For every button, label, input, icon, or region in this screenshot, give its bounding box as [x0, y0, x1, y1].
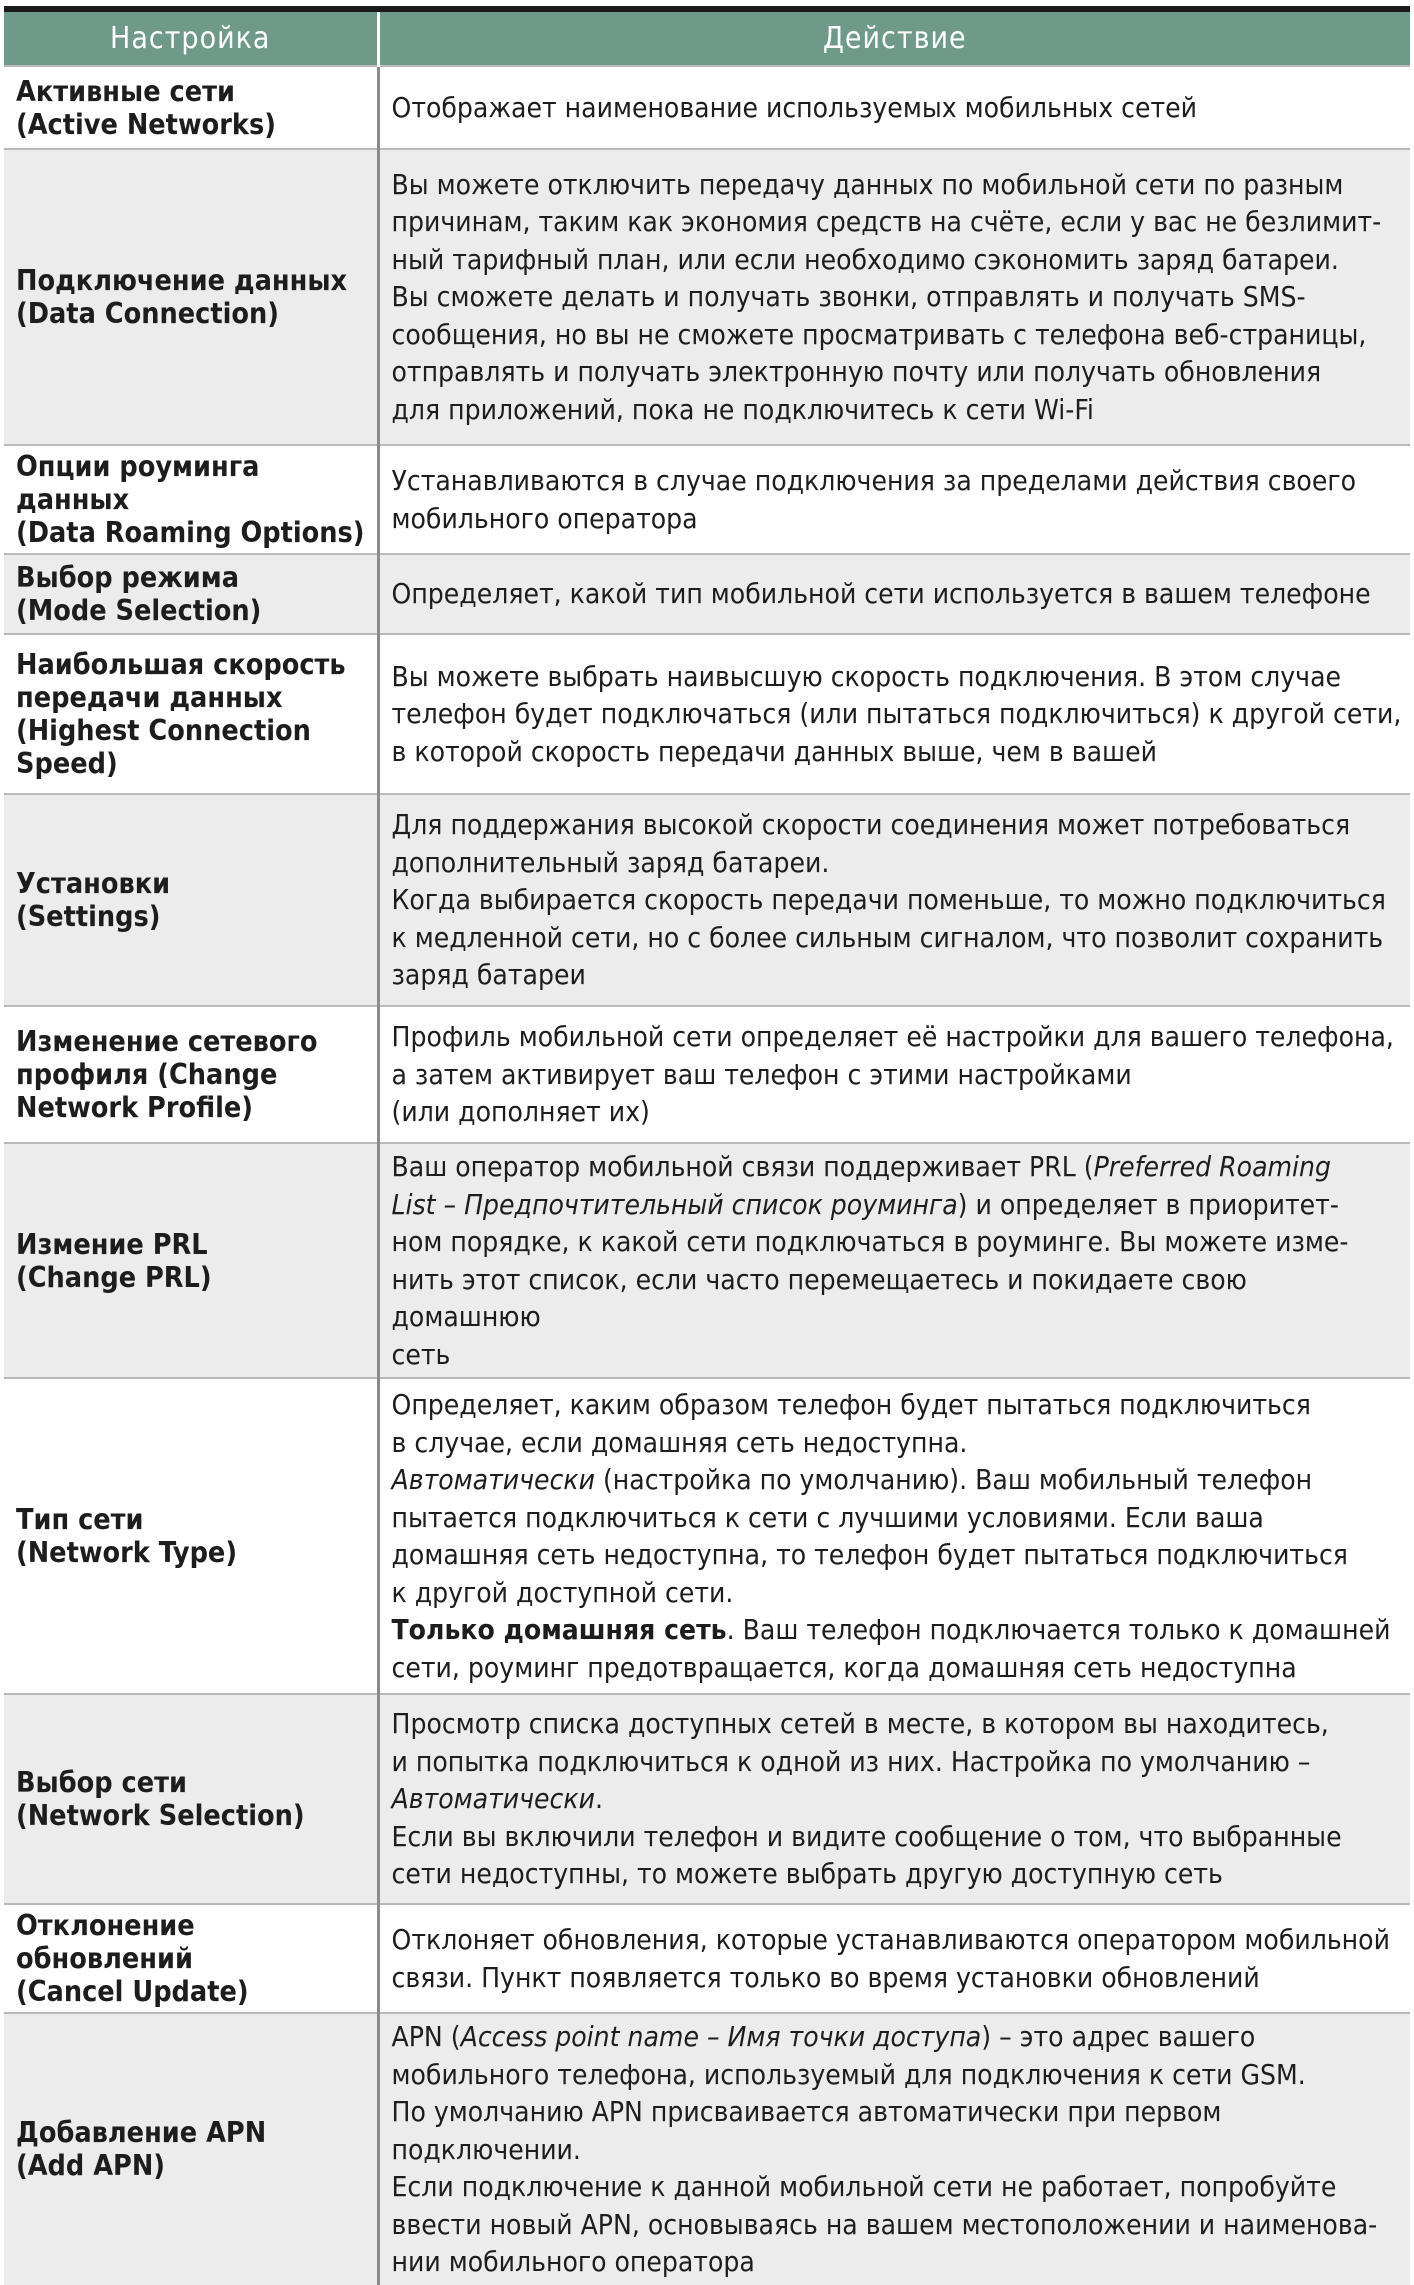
- setting-cell: Активные сети (Active Networks): [4, 66, 378, 149]
- action-cell: Вы можете отключить передачу данных по мобильной сети по разным причинам, таким как экономия средств на счёте, если у вас не безлимит- ный тарифный план, или если необходимо сэкономить заряд батареи. Вы сможете делать и получать звонки, отправлять и получать SMS- сообщения, но вы не сможете просматривать с телефона веб-страницы, отправлять и получать электронную почту или получать обновления для приложений, пока не подключитесь к сети Wi-Fi: [391, 167, 1382, 426]
- table-row: [4, 1904, 1410, 2013]
- table-row: [4, 2013, 1410, 2285]
- table-row: [4, 149, 1410, 445]
- setting-cell: Опции роуминга данных (Data Roaming Options): [4, 445, 378, 554]
- action-cell: Просмотр списка доступных сетей в месте, в котором вы находитесь, и попытка подключиться к одной из них. Настройка по умолчанию – Автоматически. Если вы включили телефон и видите сообщение о том, что выбранные сети недоступны, то можете выбрать другую доступную сеть: [391, 1707, 1342, 1891]
- setting-cell: Выбор сети (Network Selection): [4, 1694, 378, 1904]
- table-row: [4, 1006, 1410, 1143]
- setting-cell: Тип сети (Network Type): [4, 1378, 378, 1694]
- table-row: [4, 1378, 1410, 1694]
- setting-cell: Установки (Settings): [4, 794, 378, 1006]
- action-cell: Устанавливаются в случае подключения за пределами действия своего мобильного оператора: [391, 464, 1356, 535]
- action-cell: Вы можете выбрать наивысшую скорость подключения. В этом случае телефон будет подключаться (или пытаться подключиться) к другой сети, в которой скорость передачи данных выше, чем в вашей: [391, 659, 1402, 768]
- table-row: [4, 794, 1410, 1006]
- table-row: [4, 1143, 1410, 1378]
- setting-cell: Выбор режима (Mode Selection): [4, 554, 378, 634]
- settings-table: [4, 6, 1410, 2278]
- action-cell: Отклоняет обновления, которые устанавливаются оператором мобильной связи. Пункт появляется только во время установки обновлений: [391, 1923, 1390, 1994]
- setting-cell: Наибольшая скорость передачи данных (Highest Connection Speed): [4, 634, 378, 794]
- table-row: [4, 1694, 1410, 1904]
- table-row: [4, 66, 1410, 149]
- action-cell: Отображает наименование используемых мобильных сетей: [391, 90, 1198, 124]
- setting-cell: Отклонение обновлений (Cancel Update): [4, 1904, 378, 2013]
- action-cell: Профиль мобильной сети определяет её настройки для вашего телефона, а затем активирует ваш телефон с этими настройками (или дополняет их): [391, 1020, 1394, 1129]
- action-cell: Ваш оператор мобильной связи поддерживает PRL (Preferred Roaming List – Предпочтительный список роуминга) и определяет в приоритет- ном порядке, к какой сети подключаться в роуминге. Вы можете изме- нить этот список, если часто перемещаетесь и покидаете свою домашнюю сеть: [391, 1150, 1349, 1371]
- table-row: [4, 634, 1410, 794]
- action-cell: APN (Access point name – Имя точки доступа) – это адрес вашего мобильного телефона, используемый для подключения к сети GSM. По умолчанию APN присваивается автоматически при первом подключении. Если подключение к данной мобильной сети не работает, попробуйте ввести новый APN, основываясь на вашем местоположении и наименова- нии мобильного оператора: [391, 2020, 1378, 2278]
- action-cell: Для поддержания высокой скорости соединения может потребоваться дополнительный заряд батареи. Когда выбирается скорость передачи поменьше, то можно подключиться к медленной сети, но с более сильным сигналом, что позволит сохранить заряд батареи: [391, 808, 1386, 992]
- setting-cell: Добавление APN (Add APN): [4, 2013, 378, 2285]
- action-cell: Определяет, каким образом телефон будет пытаться подключиться в случае, если домашняя сеть недоступна. Автоматически (настройка по умолчанию). Ваш мобильный телефон пытается подключиться к сети с лучшими условиями. Если ваша домашняя сеть недоступна, то телефон будет пытаться подключиться к другой доступной сети. Только домашняя сеть. Ваш телефон подключается только к домашней сети, роуминг предотвращается, когда домашняя сеть недоступна: [391, 1388, 1391, 1684]
- column-header-setting: Настройка: [4, 12, 378, 66]
- setting-cell: Подключение данных (Data Connection): [4, 149, 378, 445]
- table-row: [4, 445, 1410, 554]
- action-cell: Определяет, какой тип мобильной сети используется в вашем телефоне: [391, 577, 1371, 611]
- table-header: [4, 12, 1410, 66]
- column-header-action: Действие: [378, 12, 1410, 66]
- setting-cell: Измение PRL (Change PRL): [4, 1143, 378, 1378]
- setting-cell: Изменение сетевого профиля (Change Network Profile): [4, 1006, 378, 1143]
- table-row: [4, 554, 1410, 634]
